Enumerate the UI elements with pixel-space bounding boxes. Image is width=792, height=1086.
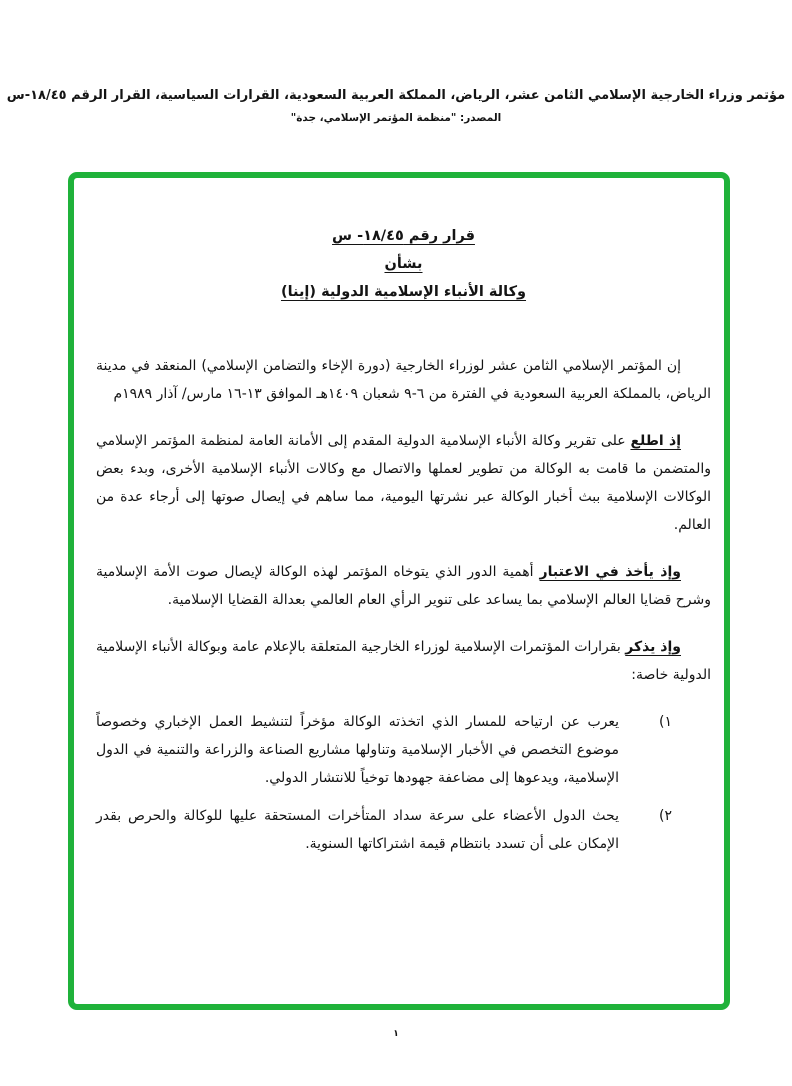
page-number: ١: [393, 1029, 399, 1039]
source-header: [0, 88, 792, 124]
item-text: يحث الدول الأعضاء على سرعة سداد المتأخرات المستحقة عليها للوكالة والحرص بقدر الإمكان على أن تسدد بانتظام قيمة اشتراكاتها السنوية.: [96, 808, 619, 852]
paragraph-text: إن المؤتمر الإسلامي الثامن عشر لوزراء الخارجية (دورة الإخاء والتضامن الإسلامي) المنعقد في مدينة الرياض، بالمملكة العربية السعودية في الفترة من ٦-٩ شعبان ١٤٠٩هـ الموافق ١٣-١٦ مارس/ آذار ١٩٨٩م: [96, 358, 711, 402]
document-frame: [68, 172, 730, 1010]
resolution-subject-line: وكالة الأنباء الإسلامية الدولية (إينا): [280, 284, 527, 300]
preamble-paragraph: [96, 633, 711, 689]
paragraph-lead: وإذ يأخذ في الاعتبار: [539, 564, 681, 580]
resolution-title-block: [96, 222, 711, 306]
item-text: يعرب عن ارتياحه للمسار الذي اتخذته الوكالة مؤخراً لتنشيط العمل الإخباري وخصوصاً موضوع التخصص في الأخبار الإسلامية وتناولها مشاريع الصناعة والزراعة والتنمية في الدول الإسلامية، ويدعوها إلى مضاعفة جهودها توخياً للانتشار الدولي.: [96, 714, 619, 786]
preamble-paragraph: [96, 427, 711, 539]
preamble-paragraph: [96, 558, 711, 614]
item-number: ١): [659, 714, 672, 730]
document-content: [74, 178, 724, 858]
item-number: ٢): [659, 808, 672, 824]
list-item: [96, 802, 711, 858]
paragraph-text: على تقرير وكالة الأنباء الإسلامية الدولية المقدم إلى الأمانة العامة لمنظمة المؤتمر الإسلامي والمتضمن ما قامت به الوكالة من تطوير لعملها والاتصال مع وكالات الأنباء الإسلامية الأخرى، وبدء بعض الوكالات الإسلامية ببث أخبار الوكالة عبر نشرتها اليومية، مما ساهم في إيصال صوتها إلى أرجاء عدة من العالم.: [96, 433, 711, 533]
paragraph-lead: إذ اطلع: [630, 433, 681, 449]
resolution-subject-word: بشأن: [384, 256, 423, 272]
source-header-title: مؤتمر وزراء الخارجية الإسلامي الثامن عشر، الرياض، المملكة العربية السعودية، القرارات السياسية، القرار الرقم ١٨/٤٥-س: [6, 88, 786, 103]
source-header-origin: المصدر: "منظمة المؤتمر الإسلامي، جدة": [290, 112, 502, 124]
operative-items-list: [96, 708, 711, 858]
paragraph-text: أهمية الدور الذي يتوخاه المؤتمر لهذه الوكالة لإيصال صوت الأمة الإسلامية وشرح قضايا العالم الإسلامي بما يساعد على تنوير الرأي العام العالمي بعدالة القضايا الإسلامية.: [96, 564, 711, 608]
list-item: [96, 708, 711, 792]
preamble-paragraph: [96, 352, 711, 408]
resolution-number-line: قرار رقم ١٨/٤٥- س: [332, 228, 475, 244]
paragraph-text: بقرارات المؤتمرات الإسلامية لوزراء الخارجية المتعلقة بالإعلام عامة وبوكالة الأنباء الإسلامية الدولية خاصة:: [96, 639, 711, 683]
paragraph-lead: وإذ يذكر: [625, 639, 681, 655]
